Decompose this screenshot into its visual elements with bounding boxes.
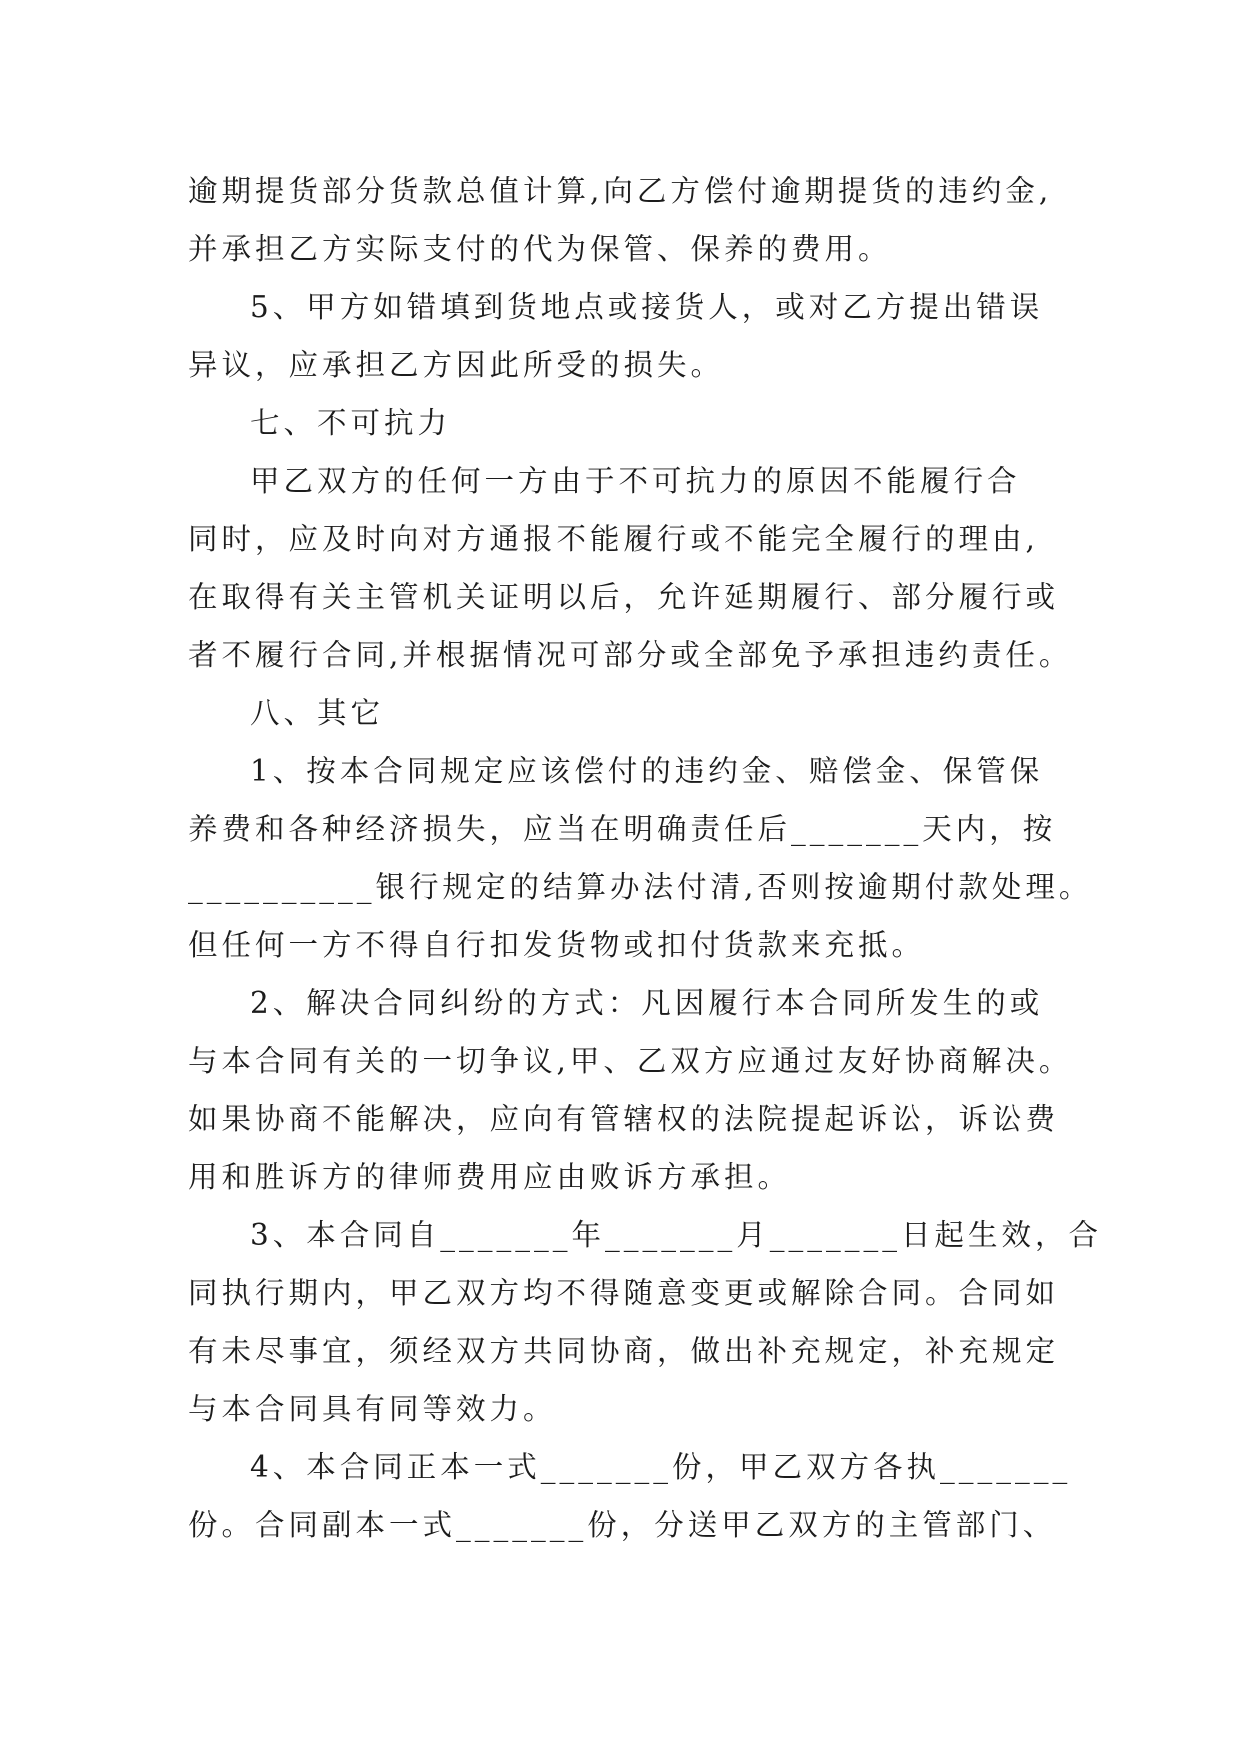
- text-line: 3、本合同自_______年_______月_______日起生效，合: [250, 1218, 1103, 1252]
- contract-text: [188, 162, 1103, 1554]
- text-line: 份。合同副本一式_______份，分送甲乙双方的主管部门、: [188, 1508, 1057, 1542]
- text-line: 同执行期内，甲乙双方均不得随意变更或解除合同。合同如: [188, 1276, 1060, 1310]
- text-line: 用和胜诉方的律师费用应由败诉方承担。: [188, 1160, 792, 1194]
- text-line: __________银行规定的结算办法付清,否则按逾期付款处理。: [188, 870, 1093, 904]
- text-line: 有未尽事宜，须经双方共同协商，做出补充规定，补充规定: [188, 1334, 1060, 1368]
- text-line: 4、本合同正本一式_______份，甲乙双方各执_______: [250, 1450, 1072, 1484]
- text-line: 如果协商不能解决，应向有管辖权的法院提起诉讼，诉讼费: [188, 1102, 1060, 1136]
- text-line: 5、甲方如错填到货地点或接货人，或对乙方提出错误: [250, 290, 1044, 324]
- text-line: 者不履行合同,并根据情况可部分或全部免予承担违约责任。: [188, 638, 1073, 672]
- section-heading: 八、其它: [250, 696, 385, 730]
- text-line: 养费和各种经济损失，应当在明确责任后_______天内，按: [188, 812, 1057, 846]
- text-line: 2、解决合同纠纷的方式：凡因履行本合同所发生的或: [250, 986, 1044, 1020]
- section-heading: 七、不可抗力: [250, 406, 452, 440]
- text-line: 并承担乙方实际支付的代为保管、保养的费用。: [188, 232, 892, 266]
- text-line: 与本合同有关的一切争议,甲、乙双方应通过友好协商解决。: [188, 1044, 1073, 1078]
- text-line: 异议，应承担乙方因此所受的损失。: [188, 348, 725, 382]
- text-line: 与本合同具有同等效力。: [188, 1392, 557, 1426]
- text-line: 逾期提货部分货款总值计算,向乙方偿付逾期提货的违约金,: [188, 174, 1053, 208]
- text-line: 同时，应及时向对方通报不能履行或不能完全履行的理由,: [188, 522, 1039, 556]
- text-line: 1、按本合同规定应该偿付的违约金、赔偿金、保管保: [250, 754, 1044, 788]
- text-line: 但任何一方不得自行扣发货物或扣付货款来充抵。: [188, 928, 926, 962]
- text-line: 在取得有关主管机关证明以后，允许延期履行、部分履行或: [188, 580, 1060, 614]
- text-line: 甲乙双方的任何一方由于不可抗力的原因不能履行合: [250, 464, 1021, 498]
